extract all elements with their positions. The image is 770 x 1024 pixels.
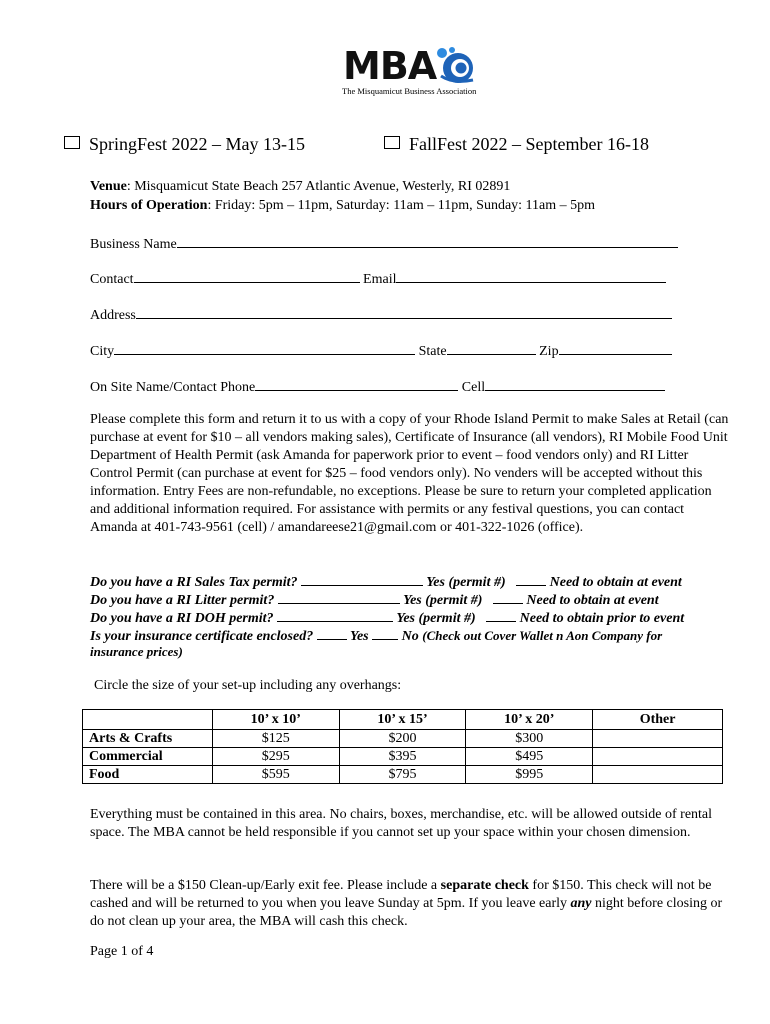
onsite-field[interactable] [255, 377, 458, 391]
fee-cell[interactable] [593, 748, 723, 766]
fee-cell[interactable]: $125 [212, 730, 339, 748]
table-row [83, 748, 723, 766]
doh-need: Need to obtain prior to event [519, 611, 685, 626]
state-label: State [418, 344, 447, 359]
instructions-paragraph: Please complete this form and return it to us with a copy of your Rhode Island Permit to make Sales at Retail (can purchase at event for $10 – all vendors making sales), Certificate of Insurance (all vendors), RI Mobile Food Unit Department of Health Permit (ask Amanda for paperwork prior to event – food vendors only) and RI Litter Control Permit (can purchase at event for $25 – food vendors only). No venders will be accepted without this information. Entry Fees are non-refundable, no exceptions. Please be sure to return your completed application and additional information required. For assistance with permits or any festival questions, you can contact Amanda at 401-743-9561 (cell) / amandareese21@gmail.com or 401-322-1026 (office). [90, 412, 729, 535]
table-header-cell[interactable]: 10’ x 20’ [466, 710, 593, 730]
doh-label: Do you have a RI DOH permit? [90, 611, 274, 626]
fallfest-label: FallFest 2022 – September 16-18 [409, 134, 649, 154]
onsite-label: On Site Name/Contact Phone [90, 380, 256, 395]
hours-label: Hours of Operation [90, 198, 208, 213]
table-header-cell[interactable]: Other [593, 710, 723, 730]
page-number: Page 1 of 4 [90, 944, 154, 959]
hours-line [90, 198, 595, 214]
table-header-row [83, 710, 723, 730]
insurance-no: No [401, 629, 419, 644]
cleanup-paragraph [90, 877, 730, 931]
row-label: Arts & Crafts [83, 730, 213, 748]
fee-cell[interactable] [593, 766, 723, 784]
springfest-option[interactable] [64, 134, 305, 155]
insurance-note: (Check out Cover Wallet n Aon Company for [422, 628, 663, 643]
cell-field[interactable] [485, 377, 665, 391]
venue-line [90, 179, 510, 195]
city-row [90, 341, 672, 360]
fee-cell[interactable]: $995 [466, 766, 593, 784]
cleanup-any: any [570, 896, 592, 911]
size-fee-table [82, 709, 723, 784]
onsite-row [90, 377, 665, 396]
litter-need-blank[interactable] [493, 590, 523, 604]
row-label: Commercial [83, 748, 213, 766]
fallfest-option[interactable] [384, 134, 649, 155]
city-field[interactable] [114, 341, 415, 355]
springfest-checkbox[interactable] [64, 136, 80, 149]
business-name-label: Business Name [90, 237, 177, 252]
fee-cell[interactable]: $395 [339, 748, 466, 766]
fee-cell[interactable]: $595 [212, 766, 339, 784]
litter-label: Do you have a RI Litter permit? [90, 593, 275, 608]
venue-label: Venue [90, 179, 127, 194]
venue-value: : Misquamicut State Beach 257 Atlantic Avenue, Westerly, RI 02891 [126, 179, 511, 194]
contact-label: Contact [90, 272, 134, 287]
doh-need-blank[interactable] [486, 608, 516, 622]
address-label: Address [90, 308, 136, 323]
business-name-row [90, 234, 678, 253]
sales-tax-yes: Yes (permit #) [426, 575, 506, 590]
fee-cell[interactable]: $295 [212, 748, 339, 766]
insurance-note-2: insurance prices) [90, 644, 183, 659]
containment-paragraph: Everything must be contained in this area. No chairs, boxes, merchandise, etc. will be allowed outside of rental space. The MBA cannot be held responsible if you cannot set up your space within your chosen dimension. [90, 807, 713, 840]
fee-cell[interactable]: $300 [466, 730, 593, 748]
row-label: Food [83, 766, 213, 784]
cleanup-separate-check: separate check [440, 878, 529, 893]
insurance-no-blank[interactable] [372, 626, 398, 640]
doh-yes: Yes (permit #) [396, 611, 476, 626]
cleanup-text-1: There will be a $150 Clean-up/Early exit fee. Please include a [90, 878, 441, 893]
sales-tax-permit-field[interactable] [301, 572, 423, 586]
wave-swirl-icon [433, 46, 483, 86]
sales-tax-need-blank[interactable] [516, 572, 546, 586]
contact-row [90, 269, 666, 288]
mba-logo [340, 44, 490, 100]
logo-subtitle: The Misquamicut Business Association [342, 86, 477, 96]
fee-cell[interactable] [593, 730, 723, 748]
table-header-cell[interactable]: 10’ x 10’ [212, 710, 339, 730]
insurance-label: Is your insurance certificate enclosed? [90, 629, 314, 644]
fallfest-checkbox[interactable] [384, 136, 400, 149]
address-row [90, 305, 672, 324]
litter-yes: Yes (permit #) [403, 593, 483, 608]
sales-tax-need: Need to obtain at event [549, 575, 682, 590]
state-field[interactable] [447, 341, 536, 355]
litter-need: Need to obtain at event [526, 593, 659, 608]
litter-permit-field[interactable] [278, 590, 400, 604]
cleanup-text-3: night before closing or do not clean up your area, the MBA will cash this check. [90, 896, 723, 929]
doh-question [90, 608, 684, 627]
insurance-question [90, 626, 662, 645]
springfest-label: SpringFest 2022 – May 13-15 [89, 134, 305, 154]
sales-tax-label: Do you have a RI Sales Tax permit? [90, 575, 298, 590]
circle-prompt: Circle the size of your set-up including any overhangs: [94, 678, 402, 693]
hours-value: : Friday: 5pm – 11pm, Saturday: 11am – 11pm, Sunday: 11am – 5pm [207, 198, 596, 213]
table-header-cell[interactable]: 10’ x 15’ [339, 710, 466, 730]
fee-cell[interactable]: $200 [339, 730, 466, 748]
doh-permit-field[interactable] [277, 608, 393, 622]
cell-label: Cell [461, 380, 486, 395]
table-header-cell [83, 710, 213, 730]
insurance-yes-blank[interactable] [317, 626, 347, 640]
fee-cell[interactable]: $795 [339, 766, 466, 784]
zip-label: Zip [539, 344, 559, 359]
insurance-yes: Yes [349, 629, 369, 644]
email-field[interactable] [396, 269, 666, 283]
city-label: City [90, 344, 115, 359]
address-field[interactable] [136, 305, 672, 319]
zip-field[interactable] [559, 341, 672, 355]
cleanup-text-2: for $150. This check will not be cashed and will be returned to you when you leave Sunday at 5pm. If you leave early [90, 878, 712, 911]
sales-tax-question [90, 572, 682, 591]
business-name-field[interactable] [177, 234, 678, 248]
insurance-note-line2 [90, 644, 183, 661]
logo-letters: MBA [343, 44, 437, 88]
litter-question [90, 590, 659, 609]
contact-field[interactable] [134, 269, 360, 283]
fee-cell[interactable]: $495 [466, 748, 593, 766]
table-row [83, 730, 723, 748]
table-row [83, 766, 723, 784]
email-label: Email [363, 272, 397, 287]
